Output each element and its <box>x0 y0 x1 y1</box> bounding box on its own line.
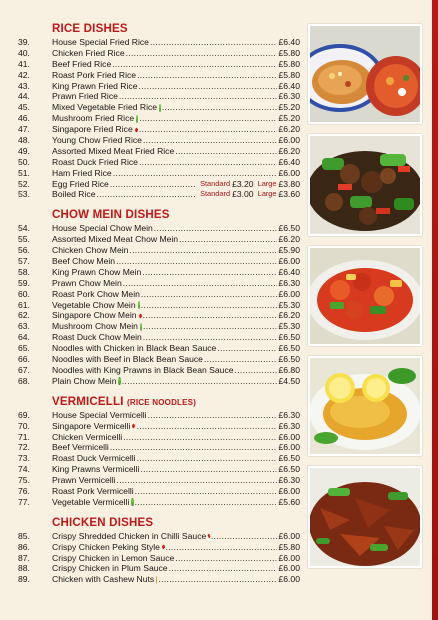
dot-leader <box>154 223 278 234</box>
menu-item <box>18 81 300 92</box>
item-name: Beef Fried Rice <box>52 58 112 69</box>
menu-item <box>18 289 300 300</box>
dot-leader <box>137 453 278 464</box>
menu-item <box>18 223 300 234</box>
section-title <box>18 208 300 223</box>
vegetarian-icon <box>136 115 138 123</box>
item-number: 68. <box>18 375 30 386</box>
item-number: 73. <box>18 453 30 464</box>
item-name: King Prawns Vermicelli <box>52 464 140 475</box>
item-number: 76. <box>18 485 30 496</box>
item-number: 60. <box>18 288 30 299</box>
photo-column <box>308 24 422 578</box>
menu-item <box>18 189 300 200</box>
dot-leader <box>116 256 277 267</box>
menu-item <box>18 563 300 574</box>
menu-item <box>18 432 300 443</box>
item-name: Plain Chow Mein <box>52 375 117 386</box>
item-name: Ham Fried Rice <box>52 167 112 178</box>
menu-item <box>18 59 300 70</box>
chilli-icon <box>132 424 137 429</box>
item-price: £5.80 <box>278 58 300 69</box>
item-number: 77. <box>18 496 30 507</box>
dot-leader <box>123 432 277 443</box>
menu-item <box>18 113 300 124</box>
item-name: Chicken Chow Mein <box>52 245 129 256</box>
item-name: Chicken Fried Rice <box>52 47 125 58</box>
menu-section <box>18 208 300 386</box>
item-name: Crispy Chicken in Plum Sauce <box>52 563 168 574</box>
menu-item <box>18 332 300 343</box>
item-price: £6.50 <box>278 223 300 234</box>
item-number: 41. <box>18 58 30 69</box>
item-price: £6.00 <box>278 167 300 178</box>
sweet-sour-photo <box>308 246 422 346</box>
page-border <box>432 0 438 620</box>
menu-item <box>18 102 300 113</box>
dot-leader <box>110 179 195 190</box>
item-number: 53. <box>18 189 30 200</box>
dot-leader <box>148 410 278 421</box>
dot-leader <box>162 102 278 113</box>
item-name: Singapore Chow Mein <box>52 310 137 321</box>
item-name: Mushroom Fried Rice <box>52 113 135 124</box>
item-price: £6.00 <box>278 442 300 453</box>
lemon-chicken-photo <box>308 356 422 456</box>
chilli-beef-photo <box>308 466 422 568</box>
item-price: £6.20 <box>278 310 300 321</box>
item-number: 85. <box>18 530 30 541</box>
dot-leader <box>175 553 277 564</box>
item-price: £6.20 <box>278 234 300 245</box>
item-number: 74. <box>18 464 30 475</box>
menu-item <box>18 157 300 168</box>
menu-list <box>18 22 300 593</box>
item-name: House Special Vermicelli <box>52 409 147 420</box>
item-name: Noodles with Chicken in Black Bean Sauce <box>52 343 217 354</box>
dot-leader <box>142 267 277 278</box>
item-price: £6.30 <box>278 420 300 431</box>
dot-leader <box>141 289 278 300</box>
item-name: Roast Pork Fried Rice <box>52 69 137 80</box>
item-name: King Prawn Fried Rice <box>52 80 138 91</box>
dot-leader <box>235 365 278 376</box>
item-price: £6.30 <box>278 91 300 102</box>
menu-item <box>18 37 300 48</box>
soup-photo <box>308 24 422 124</box>
dot-leader <box>135 486 278 497</box>
item-number: 51. <box>18 167 30 178</box>
item-price: £6.20 <box>278 145 300 156</box>
item-number: 39. <box>18 37 30 47</box>
item-name: Chicken Vermicelli <box>52 431 123 442</box>
dot-leader <box>137 421 278 432</box>
item-name: Singapore Fried Rice <box>52 124 133 135</box>
item-price: £5.90 <box>278 245 300 256</box>
menu-item <box>18 256 300 267</box>
item-name: Prawn Vermicelli <box>52 475 116 486</box>
item-name: Chicken with Cashew Nuts <box>52 574 155 585</box>
dot-leader <box>123 278 278 289</box>
item-name: Crispy Shredded Chicken in Chilli Sauce <box>52 530 207 541</box>
section-title-text: CHOW MEIN DISHES <box>52 209 170 222</box>
dot-leader <box>141 300 278 311</box>
dot-leader <box>129 245 277 256</box>
item-number: 40. <box>18 47 30 58</box>
menu-item <box>18 278 300 289</box>
item-name: Assorted Mixed Meat Fried Rice <box>52 145 175 156</box>
item-price: £6.50 <box>278 464 300 475</box>
item-number: 44. <box>18 91 30 102</box>
size-option-price: £3.60 <box>278 189 300 200</box>
item-name: Prawn Fried Rice <box>52 91 118 102</box>
item-price: £6.00 <box>278 431 300 442</box>
menu-item <box>18 497 300 508</box>
dot-leader <box>135 497 278 508</box>
size-option-label: Standard <box>200 178 231 188</box>
item-number: 54. <box>18 223 30 234</box>
item-price: £6.30 <box>278 409 300 420</box>
dot-leader <box>217 343 277 354</box>
dot-leader <box>119 91 278 102</box>
item-number: 42. <box>18 69 30 80</box>
menu-item <box>18 124 300 135</box>
dot-leader <box>110 442 278 453</box>
dot-leader <box>158 574 277 585</box>
menu-item <box>18 135 300 146</box>
item-name: Noodles with King Prawns in Black Bean Sauce <box>52 364 234 375</box>
item-name: Roast Duck Chow Mein <box>52 332 142 343</box>
dot-leader <box>139 81 278 92</box>
item-name: Crispy Chicken in Lemon Sauce <box>52 552 175 563</box>
item-price: £6.30 <box>278 475 300 486</box>
item-price: £6.30 <box>278 277 300 288</box>
section-title-text: CHICKEN DISHES <box>52 516 154 529</box>
item-price: £5.60 <box>278 496 300 507</box>
dot-leader <box>143 321 277 332</box>
item-name: Roast Pork Vermicelli <box>52 485 134 496</box>
item-name: Vegetable Vermicelli <box>52 496 130 507</box>
item-price: £5.30 <box>278 299 300 310</box>
dot-leader <box>179 234 277 245</box>
item-number: 72. <box>18 442 30 453</box>
dot-leader <box>166 542 278 553</box>
menu-item <box>18 146 300 157</box>
vegetarian-icon <box>140 323 142 331</box>
dot-leader <box>143 135 278 146</box>
item-number: 50. <box>18 156 30 167</box>
dot-leader <box>122 376 278 387</box>
item-name: Boiled Rice <box>52 189 96 200</box>
dot-leader <box>143 310 278 321</box>
item-name: Crispy Chicken Peking Style <box>52 541 160 552</box>
menu-item <box>18 464 300 475</box>
item-price: £5.80 <box>278 541 300 552</box>
item-price: £6.80 <box>278 364 300 375</box>
menu-item <box>18 168 300 179</box>
nut-icon <box>156 576 157 584</box>
item-price: £6.00 <box>278 256 300 267</box>
menu-item <box>18 475 300 486</box>
item-name: Assorted Mixed Meat Chow Mein <box>52 234 179 245</box>
item-number: 47. <box>18 124 30 135</box>
dot-leader <box>137 70 277 81</box>
item-name: Noodles with Beef in Black Bean Sauce <box>52 354 203 365</box>
item-price: £6.40 <box>278 37 300 47</box>
section-title-text: RICE DISHES <box>52 23 128 35</box>
item-number: 70. <box>18 420 30 431</box>
chilli-icon <box>134 127 139 132</box>
dot-leader <box>126 48 278 59</box>
item-price: £5.20 <box>278 102 300 113</box>
item-price: £6.20 <box>278 124 300 135</box>
item-number: 63. <box>18 321 30 332</box>
item-name: Beef Vermicelli <box>52 442 109 453</box>
menu-item <box>18 91 300 102</box>
section-title <box>18 22 300 37</box>
item-number: 87. <box>18 552 30 563</box>
item-price: £6.50 <box>278 343 300 354</box>
item-number: 89. <box>18 574 30 585</box>
menu-item <box>18 376 300 387</box>
section-title-text: VERMICELLI <box>52 395 124 408</box>
dot-leader <box>139 113 277 124</box>
menu-item <box>18 453 300 464</box>
section-subtitle: (RICE NOODLES) <box>127 397 197 407</box>
menu-item <box>18 300 300 311</box>
item-number: 71. <box>18 431 30 442</box>
item-name: Vegetable Chow Mein <box>52 299 136 310</box>
item-name: King Prawn Chow Mein <box>52 266 142 277</box>
dot-leader <box>143 332 278 343</box>
item-price: £6.40 <box>278 80 300 91</box>
item-number: 62. <box>18 310 30 321</box>
dot-leader <box>139 124 278 135</box>
item-number: 45. <box>18 102 30 113</box>
menu-section <box>18 395 300 508</box>
item-number: 52. <box>18 178 30 189</box>
menu-item <box>18 70 300 81</box>
item-price: £6.40 <box>278 156 300 167</box>
item-name: Roast Pork Chow Mein <box>52 288 140 299</box>
item-name: Mushroom Chow Mein <box>52 321 138 332</box>
item-number: 55. <box>18 234 30 245</box>
dot-leader <box>117 475 278 486</box>
item-price: £5.80 <box>278 47 300 58</box>
menu-item <box>18 310 300 321</box>
menu-item <box>18 553 300 564</box>
item-price: £5.20 <box>278 113 300 124</box>
dot-leader <box>139 157 278 168</box>
item-name: Roast Duck Fried Rice <box>52 156 138 167</box>
menu-item <box>18 267 300 278</box>
item-price: £6.00 <box>278 552 300 563</box>
vegetarian-icon <box>118 377 120 385</box>
item-number: 48. <box>18 135 30 146</box>
dot-leader <box>175 146 277 157</box>
section-title <box>18 395 300 410</box>
item-number: 67. <box>18 364 30 375</box>
item-price: £6.40 <box>278 266 300 277</box>
size-option-price: £3.80 <box>278 178 300 189</box>
menu-section <box>18 22 300 200</box>
item-number: 46. <box>18 113 30 124</box>
size-option-label: Large <box>257 178 277 188</box>
vegetarian-icon <box>138 301 140 309</box>
menu-section <box>18 516 300 585</box>
item-number: 64. <box>18 332 30 343</box>
menu-item <box>18 410 300 421</box>
size-option-price: £3.20 <box>232 178 254 189</box>
section-title <box>18 516 300 531</box>
item-price: £6.00 <box>278 530 300 541</box>
size-option-label: Standard <box>200 189 231 199</box>
item-number: 56. <box>18 245 30 256</box>
item-number: 58. <box>18 266 30 277</box>
menu-item <box>18 486 300 497</box>
menu-item <box>18 343 300 354</box>
item-name: Egg Fried Rice <box>52 178 109 189</box>
item-price: £6.00 <box>278 563 300 574</box>
item-number: 86. <box>18 541 30 552</box>
size-option-label: Large <box>257 189 277 199</box>
item-number: 61. <box>18 299 30 310</box>
item-number: 65. <box>18 343 30 354</box>
item-price: £6.00 <box>278 288 300 299</box>
vegetarian-icon <box>131 498 133 506</box>
menu-item <box>18 365 300 376</box>
menu-item <box>18 179 300 190</box>
item-number: 88. <box>18 563 30 574</box>
item-name: Young Chow Fried Rice <box>52 135 142 146</box>
dot-leader <box>96 189 195 200</box>
menu-item <box>18 421 300 432</box>
item-number: 66. <box>18 354 30 365</box>
item-price: £6.50 <box>278 354 300 365</box>
item-number: 49. <box>18 145 30 156</box>
item-price: £6.00 <box>278 574 300 585</box>
item-number: 59. <box>18 277 30 288</box>
item-number: 75. <box>18 475 30 486</box>
dot-leader <box>112 59 277 70</box>
item-number: 57. <box>18 256 30 267</box>
size-option-price: £3.00 <box>232 189 254 200</box>
item-price: £5.30 <box>278 321 300 332</box>
item-name: House Special Fried Rice <box>52 37 149 47</box>
chicken-peppers-photo <box>308 134 422 236</box>
menu-item <box>18 531 300 542</box>
menu-item <box>18 354 300 365</box>
dot-leader <box>113 168 278 179</box>
menu-item <box>18 442 300 453</box>
item-price: £4.50 <box>278 375 300 386</box>
dot-leader <box>169 563 278 574</box>
item-name: Singapore Vermicelli <box>52 420 131 431</box>
vegetarian-icon <box>159 104 161 112</box>
item-name: Beef Chow Mein <box>52 256 116 267</box>
dot-leader <box>140 464 277 475</box>
item-name: Roast Duck Vermicelli <box>52 453 136 464</box>
menu-item <box>18 245 300 256</box>
item-price: £6.00 <box>278 485 300 496</box>
item-price: £6.50 <box>278 453 300 464</box>
item-number: 69. <box>18 409 30 420</box>
menu-item <box>18 321 300 332</box>
menu-item <box>18 542 300 553</box>
item-price: £6.50 <box>278 332 300 343</box>
item-name: Prawn Chow Mein <box>52 277 122 288</box>
item-price: £6.00 <box>278 135 300 146</box>
item-name: House Special Chow Mein <box>52 223 153 234</box>
item-number: 43. <box>18 80 30 91</box>
dot-leader <box>211 531 278 542</box>
dot-leader <box>150 37 278 48</box>
menu-item <box>18 48 300 59</box>
item-price: £5.80 <box>278 69 300 80</box>
menu-item <box>18 234 300 245</box>
dot-leader <box>204 354 278 365</box>
menu-item <box>18 574 300 585</box>
item-name: Mixed Vegetable Fried Rice <box>52 102 158 113</box>
